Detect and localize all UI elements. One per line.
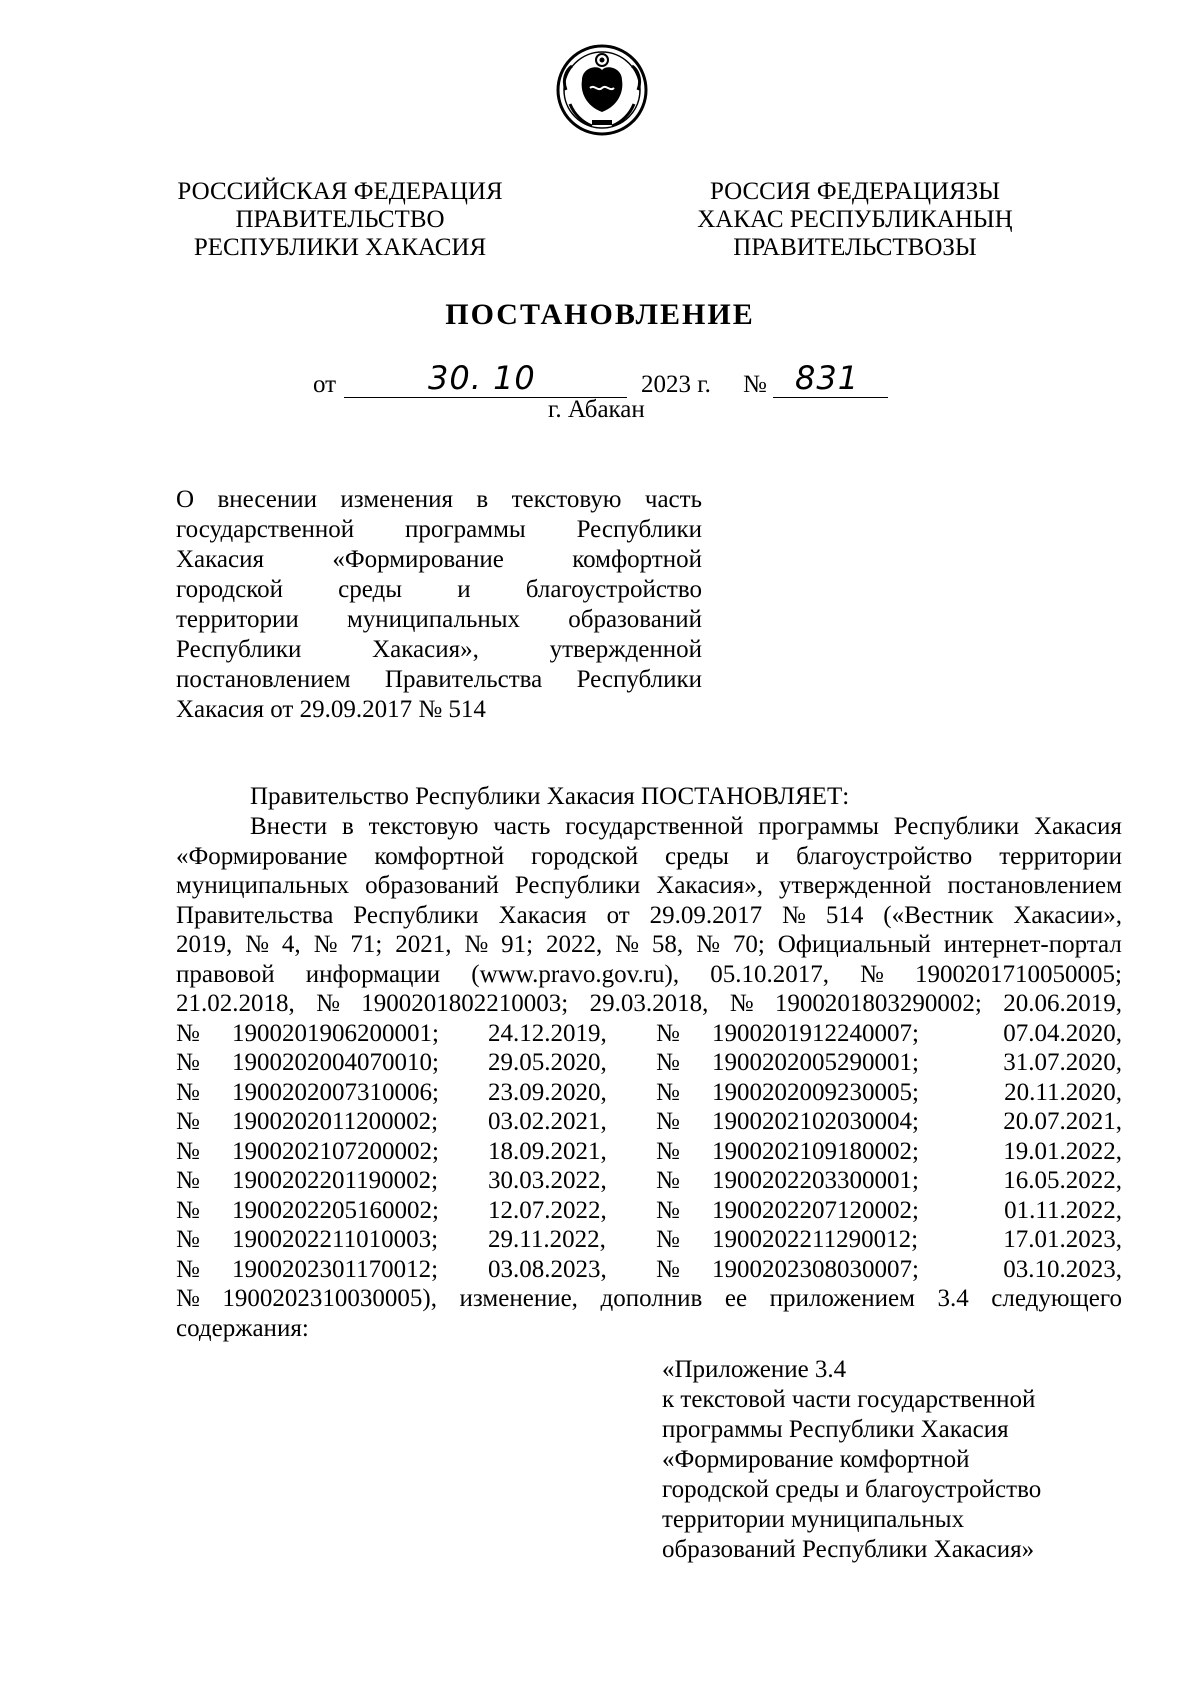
text-line [176,812,1122,842]
table-cell: 19.01.2022, [1003,1137,1122,1165]
word: № [860,960,884,988]
table-cell: № [176,1196,200,1224]
table-cell: 16.05.2022, [1003,1167,1122,1194]
word: № [464,931,489,958]
word: Правительства [176,901,334,929]
appendix-line: образований Республики Хакасия» [662,1536,1035,1563]
word: 1900201802210003; [361,990,569,1017]
word: 2019, [176,931,233,958]
text-line [176,1284,1122,1314]
word: 2022, [545,931,603,958]
word: № [316,990,340,1017]
word: постановлением [947,872,1122,899]
text-line [176,515,702,545]
word: благоустройство [525,576,702,603]
table-cell: № [176,1078,200,1106]
table-cell: 1900201912240007; [712,1019,919,1047]
word: 4, [281,931,301,958]
word: № [176,1285,200,1312]
word: государственной [565,813,744,840]
word: утвержденной [779,872,932,899]
word: приложением [769,1285,915,1312]
body-paragraph-2-tail [176,1284,1122,1343]
table-cell: 1900202102030004; [712,1108,919,1135]
word: 29.03.2018, [589,990,709,1017]
table-cell: № [176,1019,200,1047]
word: Республики [176,636,302,663]
text-line [176,695,702,725]
table-cell: № [656,1226,680,1253]
table-cell: 01.11.2022, [1004,1196,1122,1224]
word: 71; [350,931,383,958]
word: Правительства [384,666,543,693]
text-line [176,989,1122,1019]
table-cell: 03.10.2023, [1003,1255,1122,1283]
text-line [176,485,702,515]
table-cell: № [176,1108,200,1135]
date-year: 2023 г. [641,371,711,398]
word: Республики [893,813,1020,840]
header-right-line-2: ХАКАС РЕСПУБЛИКАНЫҢ [697,206,1013,233]
word: программы [758,813,879,840]
text-line [176,665,702,695]
table-cell: 03.08.2023, [488,1255,607,1283]
text-line [176,901,1122,931]
table-cell: № [176,1137,200,1165]
word: изменение, [459,1285,578,1312]
table-cell: 1900202201190002; [232,1167,439,1194]
document-type-title: ПОСТАНОВЛЕНИЕ [445,298,755,331]
word: изменения [340,486,453,513]
text-line [176,871,1122,901]
table-cell: 1900202009230005; [712,1078,919,1106]
word: Официальный [777,931,931,958]
word: (www.pravo.gov.ru), [471,960,680,988]
table-cell: № [656,1196,680,1224]
table-cell: № [656,1167,680,1194]
registration-numbers-table [176,1019,1122,1285]
body-paragraph-2-lines [176,812,1122,1019]
table-cell: 1900202207120002; [712,1196,919,1224]
table-cell: 30.03.2022, [488,1167,607,1194]
word: и [755,842,770,870]
word: Внести [250,813,328,840]
table-cell: 1900202107200002; [232,1137,439,1165]
table-cell: № [176,1226,200,1253]
word: текстовую [511,486,622,513]
word: 21.02.2018, [176,990,295,1017]
word: комфортной [374,842,505,870]
word: городской [531,842,639,870]
word: 1900202310030005), [222,1285,437,1312]
table-cell: 03.02.2021, [488,1108,607,1135]
word: муниципальных [176,872,350,899]
word: среды [338,576,403,603]
appendix-heading [662,1355,1041,1565]
word: Хакасия [498,901,587,929]
word: 29.09.2017 [649,901,763,929]
word: в [342,813,354,840]
word: 05.10.2017, [710,960,829,988]
appendix-line: к текстовой части государственной [662,1386,1036,1413]
city-name: г. Абакан [548,396,645,423]
coat-of-arms-emblem [552,40,652,140]
word: № [696,931,720,958]
table-cell: 1900202301170012; [232,1255,439,1283]
word: содержания: [176,1314,309,1342]
word: часть [493,813,551,840]
table-cell: 29.05.2020, [488,1049,607,1076]
word: № [245,931,270,958]
handwritten-number: 831 [795,359,860,397]
table-cell: 1900202211010003; [232,1226,439,1253]
word: О [176,486,195,513]
table-cell: 29.11.2022, [488,1226,606,1253]
word: № [782,901,806,929]
word: комфортной [572,546,702,573]
word: программы [405,516,526,543]
table-cell: № [176,1255,200,1283]
appendix-line: «Приложение 3.4 [662,1356,847,1383]
word: Хакасия [1033,813,1122,840]
word: Хакасия», [656,872,764,899]
word: текстовую [368,813,479,840]
text-line [176,575,702,605]
text-line [176,842,1122,872]
table-cell: № [656,1019,680,1047]
word: 58, [651,931,684,958]
word: Республики [353,901,479,929]
body-paragraph-1 [176,782,1122,812]
table-cell: 1900202007310006; [232,1078,439,1106]
word: следующего [991,1285,1122,1312]
table-cell: 24.12.2019, [488,1019,607,1047]
table-cell: № [176,1167,200,1194]
word: 2021, [395,931,452,958]
appendix-line: программы Республики Хакасия [662,1416,1009,1443]
word: внесении [217,486,318,513]
word: городской [176,576,283,603]
word: 1900201710050005; [914,960,1122,988]
table-cell: 17.01.2023, [1003,1226,1122,1253]
word: 3.4 [937,1285,969,1312]
table-cell: № [656,1049,680,1076]
word: образований [365,872,499,899]
word: ее [724,1285,748,1312]
word: № [313,931,338,958]
word: Республики [514,872,641,899]
number-underline [773,397,888,398]
table-cell: № [176,1049,200,1076]
word: Хакасия [176,546,264,573]
word: благоустройство [796,842,973,870]
header-right-block [675,178,1035,262]
appendix-line: «Формирование комфортной [662,1446,970,1473]
text-line [176,605,702,635]
word: и [457,576,471,603]
word: 514 [825,901,864,929]
header-right-line-1: РОССИЯ ФЕДЕРАЦИЯЗЫ [709,178,1001,205]
body-paragraph-1-text: Правительство Республики Хакасия ПОСТАНОВЛЯЕТ: [250,783,850,810]
word: Республики [576,666,702,693]
table-cell: 1900202011200002; [232,1108,439,1135]
word: Хакасии», [1013,901,1122,929]
word: Республики [576,516,702,543]
word: государственной [176,516,355,543]
number-sign: № [743,371,767,398]
text-line [176,930,1122,960]
word: № [615,931,639,958]
word: «Формирование [332,546,504,573]
word: Хакасия», [372,636,479,663]
table-cell: 31.07.2020, [1003,1049,1122,1076]
word: среды [664,842,729,870]
table-cell: 23.09.2020, [488,1078,607,1106]
table-cell: 1900202211290012; [712,1226,919,1253]
table-cell: 1900202205160002; [232,1196,439,1224]
table-cell: 12.07.2022, [488,1196,607,1224]
table-cell: 1900202005290001; [712,1049,919,1076]
word: «Формирование [176,842,348,870]
text-line [176,960,1122,990]
word: образований [568,606,702,633]
appendix-line: городской среды и благоустройство [662,1476,1042,1503]
word: («Вестник [883,901,994,929]
header-left-block [160,178,520,262]
word: от [606,901,630,929]
table-cell: № [656,1108,680,1135]
word: часть [644,486,702,513]
word: в [476,486,489,513]
table-cell: № [656,1078,680,1106]
word: постановлением [176,666,351,693]
body-paragraph-2 [176,812,1122,1343]
header-left-line-1: РОССИЙСКАЯ ФЕДЕРАЦИЯ [177,178,503,205]
word: информации [305,960,441,988]
word: интернет-портал [943,931,1122,958]
date-prefix: от [313,371,337,398]
word: муниципальных [346,606,521,633]
table-cell: 1900202308030007; [712,1255,919,1283]
table-cell: 1900202203300001; [712,1167,919,1194]
table-cell: 07.04.2020, [1003,1019,1122,1047]
table-cell: 1900202004070010; [232,1049,439,1076]
text-line [176,635,702,665]
text-line [176,545,702,575]
header-left-line-3: РЕСПУБЛИКИ ХАКАСИЯ [193,234,487,261]
word: № [729,990,754,1017]
header-right-line-3: ПРАВИТЕЛЬСТВОЗЫ [733,234,977,261]
table-cell: 1900201906200001; [232,1019,439,1047]
word: 91; [501,931,534,958]
word: 1900201803290002; [774,990,982,1017]
table-cell: № [656,1137,680,1165]
word: правовой [176,960,275,988]
table-cell: № [656,1255,680,1283]
table-cell: 18.09.2021, [488,1137,607,1165]
word: Хакасия от 29.09.2017 № 514 [176,696,486,723]
word: 70; [732,931,765,958]
document-subject [176,485,702,725]
word: территории [999,842,1122,870]
word: утвержденной [549,636,702,663]
word: территории [176,606,299,633]
word: дополнив [600,1285,703,1312]
appendix-line: территории муниципальных [662,1506,965,1533]
header-left-line-2: ПРАВИТЕЛЬСТВО [235,206,445,233]
handwritten-date: 30. 10 [428,359,536,397]
word: 20.06.2019, [1003,990,1122,1017]
table-cell: 1900202109180002; [712,1137,919,1165]
text-line [176,1314,1122,1344]
table-cell: 20.07.2021, [1003,1108,1122,1135]
table-cell: 20.11.2020, [1004,1078,1122,1106]
